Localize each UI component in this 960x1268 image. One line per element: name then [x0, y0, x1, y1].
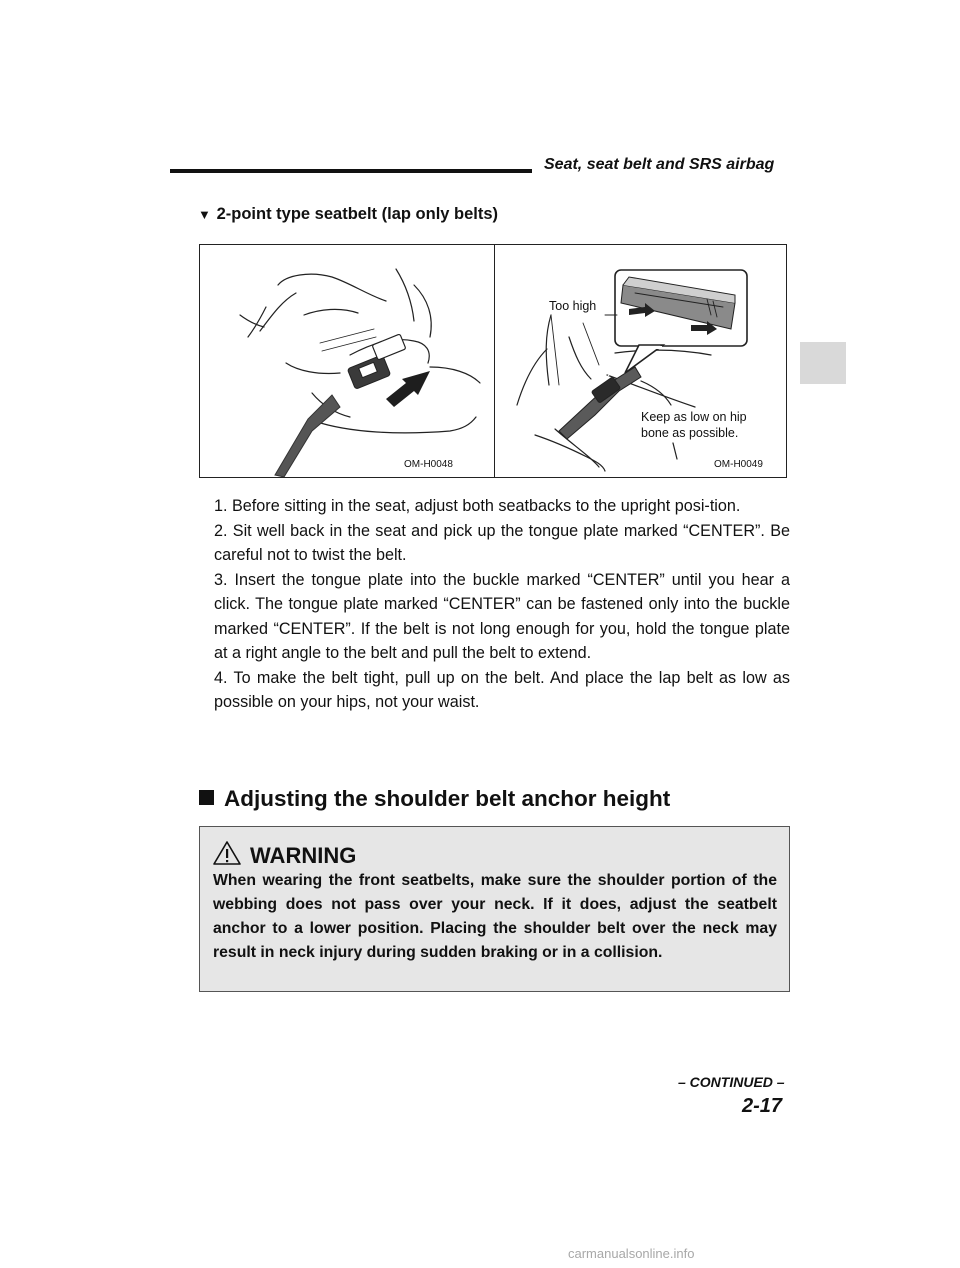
sub-heading-text: 2-point type seatbelt (lap only belts)	[216, 205, 499, 223]
step-3: 3. Insert the tongue plate into the buckle marked “CENTER” until you hear a click. The tongue plate marked “CENTER” can be fastened only into the buckle marked “CENTER”. If the belt is not long enough for you, hold the tongue plate at a right angle to the belt and pull the belt to extend.	[214, 570, 790, 662]
step-2: 2. Sit well back in the seat and pick up the tongue plate marked “CENTER”. Be careful not to twist the belt.	[214, 521, 790, 564]
callout-keep-low-line2: bone as possible.	[641, 426, 739, 440]
seatbelt-illustration-figure	[199, 244, 787, 478]
header-title: Seat, seat belt and SRS airbag	[544, 156, 775, 173]
square-bullet-icon	[199, 790, 214, 805]
watermark: carmanualsonline.info	[568, 1246, 695, 1261]
chapter-side-tab	[800, 342, 846, 384]
left-figure-code: OM-H0048	[404, 459, 453, 470]
buckle-fastening-illustration	[200, 245, 494, 477]
warning-title: WARNING	[250, 843, 357, 868]
continued-label: – CONTINUED –	[678, 1074, 785, 1090]
right-figure-code: OM-H0049	[714, 459, 763, 470]
callout-keep-low-line1: Keep as low on hip	[641, 410, 747, 424]
step-4: 4. To make the belt tight, pull up on the belt. And place the lap belt as low as possible on your hips, not your waist.	[214, 668, 790, 711]
callout-too-high: Too high	[549, 299, 597, 313]
section-heading-text: Adjusting the shoulder belt anchor height	[224, 786, 671, 811]
sub-heading	[198, 205, 498, 224]
header-rule	[170, 169, 532, 173]
warning-text: When wearing the front seatbelts, make sure the shoulder portion of the webbing does not pass over your neck. If it does, adjust the seatbelt anchor to a lower position. Placing the shoulder belt over the neck may result in neck injury during sudden braking or in a collision.	[213, 872, 777, 961]
triangle-marker-icon: ▼	[198, 207, 211, 222]
page-number: 2-17	[742, 1095, 783, 1117]
step-1: 1. Before sitting in the seat, adjust both seatbacks to the upright posi-tion.	[214, 497, 741, 515]
warning-triangle-icon	[212, 840, 242, 866]
warning-box	[199, 826, 790, 992]
section-heading	[199, 786, 670, 812]
instruction-steps	[214, 494, 790, 715]
lap-belt-position-illustration	[495, 245, 787, 477]
